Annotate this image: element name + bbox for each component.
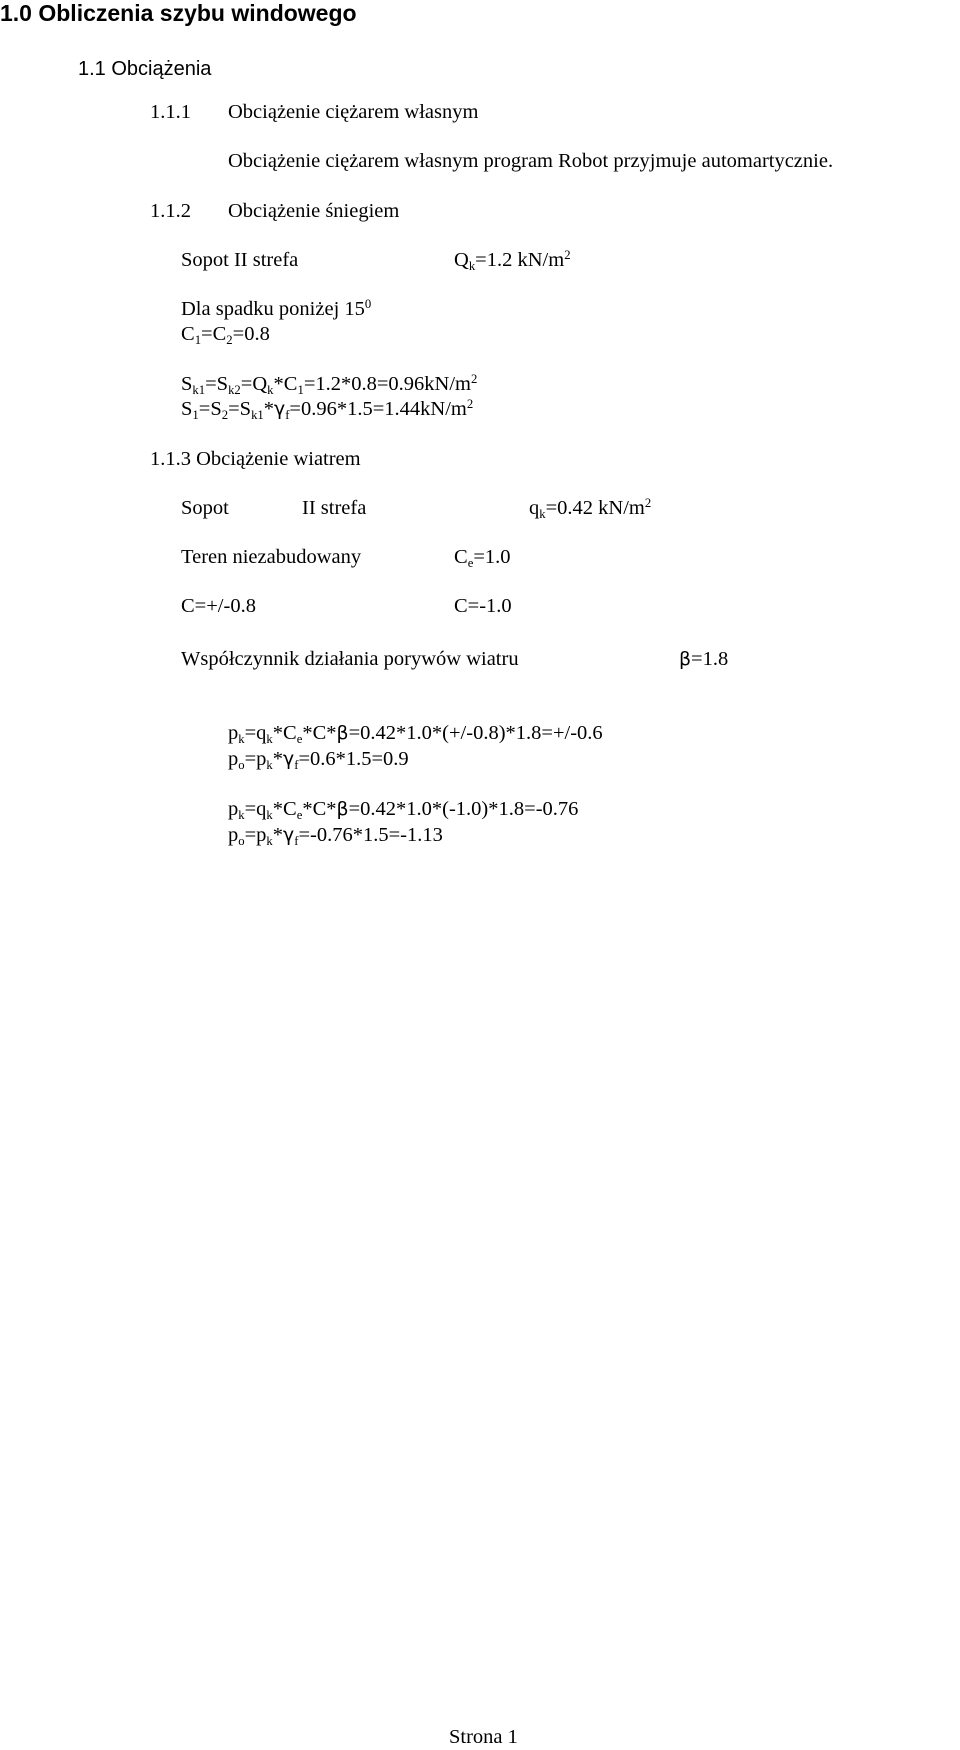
pressure-coefficient-positive: C=+/-0.8 — [181, 595, 256, 617]
wind-design-formula-2: $p_o=p_k*\gamma_f=-0.76*1.5=-1.13$ — [228, 824, 443, 848]
section-number-self-weight: 1.1.1 — [150, 101, 191, 123]
page-number: Strona 1 — [449, 1726, 518, 1748]
wind-location-city: Sopot — [181, 497, 229, 519]
exposure-coefficient: $C_e=1.0$ — [454, 546, 511, 570]
shape-coefficients: $C_1=C_2=0.8$ — [181, 323, 270, 347]
wind-pressure-formula-1: $p_k=q_k*C_e*C*\beta=0.42*1.0*(+/-0.8)*1.8=+/-0.6$ — [228, 722, 603, 746]
gust-factor-label: Współczynnik działania porywów wiatru — [181, 648, 519, 670]
section-title-self-weight: Obciążenie ciężarem własnym — [228, 101, 479, 123]
wind-location-zone: II strefa — [302, 497, 367, 519]
section-title-wind: 1.1.3 Obciążenie wiatrem — [150, 448, 361, 470]
gust-factor-value: β=1.8 — [679, 648, 729, 670]
section-title-snow: Obciążenie śniegiem — [228, 200, 400, 222]
terrain-category: Teren niezabudowany — [181, 546, 362, 568]
snow-characteristic-formula: $S_{k1}=S_{k2}=Q_k*C_1=1.2*0.8=0.96kN/m^2$ — [181, 372, 478, 397]
slope-condition: Dla spadku poniżej $15^0$ — [181, 297, 372, 320]
snow-design-formula: $S_1=S_2=S_{k1}*\gamma_f=0.96*1.5=1.44kN/m^2$ — [181, 397, 474, 422]
snow-location: Sopot II strefa — [181, 249, 299, 271]
pressure-coefficient-negative: C=-1.0 — [454, 595, 512, 617]
section-heading-loads: 1.1 Obciążenia — [78, 58, 212, 80]
wind-design-formula-1: $p_o=p_k*\gamma_f=0.6*1.5=0.9$ — [228, 748, 409, 772]
section-number-snow: 1.1.2 — [150, 200, 191, 222]
self-weight-description: Obciążenie ciężarem własnym program Robot przyjmuje automartycznie. — [228, 150, 834, 172]
snow-load-qk: $Q_k=1.2$ $kN/m^2$ — [454, 248, 571, 273]
wind-pressure-formula-2: $p_k=q_k*C_e*C*\beta=0.42*1.0*(-1.0)*1.8=-0.76$ — [228, 798, 579, 822]
wind-load-qk: $q_k=0.42$ $kN/m^2$ — [529, 496, 652, 521]
page-title: 1.0 Obliczenia szybu windowego — [0, 0, 357, 26]
